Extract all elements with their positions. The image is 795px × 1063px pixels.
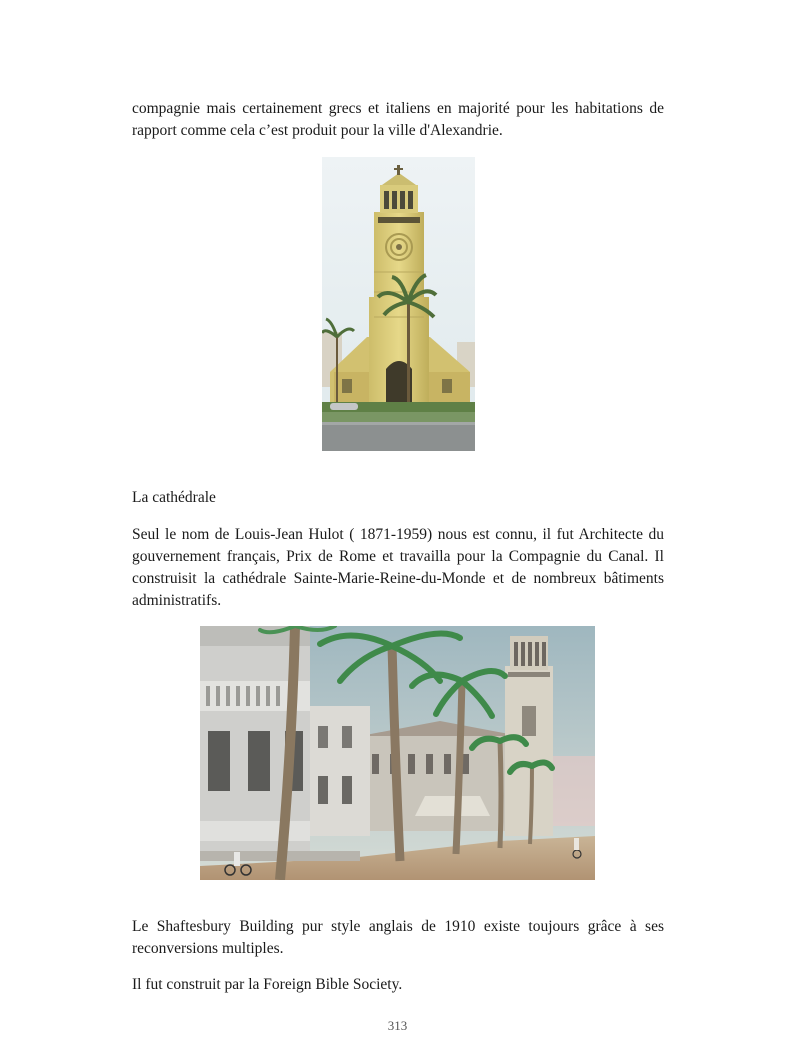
heading-cathedral: La cathédrale <box>132 489 216 506</box>
bible-society-paragraph: Il fut construit par la Foreign Bible Society. <box>132 976 403 993</box>
hulot-paragraph: Seul le nom de Louis-Jean Hulot ( 1871-1959) nous est connu, il fut Architecte du gouvernement français, Prix de Rome et travailla pour la Compagnie du Canal. Il construisit la cathédrale Sainte-Marie-Reine-du-Monde et de nombreux bâtiments administratifs. <box>132 526 664 609</box>
page-number: 313 <box>387 1018 408 1033</box>
cathedral-photo <box>322 157 475 451</box>
street-cathedral-photo <box>200 626 595 880</box>
shaftesbury-paragraph: Le Shaftesbury Building pur style anglais de 1910 existe toujours grâce à ses reconversions multiples. <box>132 918 664 957</box>
intro-paragraph: compagnie mais certainement grecs et italiens en majorité pour les habitations de rapport comme cela c’est produit pour la ville d'Alexandrie. <box>132 100 664 139</box>
